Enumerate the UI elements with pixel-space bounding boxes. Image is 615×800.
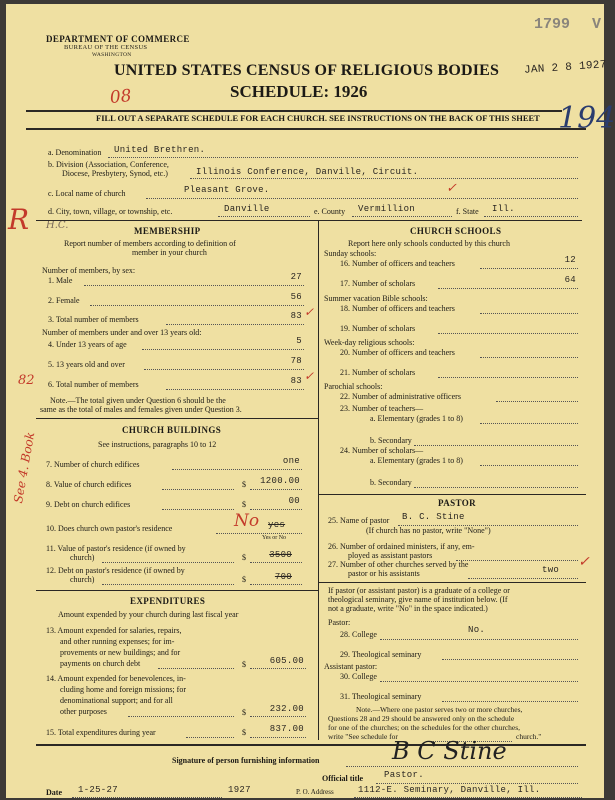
q12-label-1: 12. Debt on pastor's residence (if owned by xyxy=(46,566,185,575)
q11-value: 3500 xyxy=(269,550,292,560)
q2-value: 56 xyxy=(290,292,302,302)
q18-label: 18. Number of officers and teachers xyxy=(340,304,455,313)
denomination-value: United Brethren. xyxy=(114,145,206,155)
margin-hc-mark: H.C. xyxy=(46,220,69,231)
q5-label: 5. 13 years old and over xyxy=(48,360,125,369)
q29-label: 29. Theological seminary xyxy=(340,650,422,659)
red-check-mark: ✓ xyxy=(446,181,457,196)
q13-value: 605.00 xyxy=(269,656,304,666)
q17-value: 64 xyxy=(564,275,576,285)
membership-note-2: same as the total of males and females given under Question 3. xyxy=(40,405,242,414)
pastor-note-4: write "See schedule for xyxy=(328,732,398,741)
q25-note: (If church has no pastor, write "None") xyxy=(366,526,491,535)
q15-dollar: $ xyxy=(242,728,246,737)
q10-yes-no-hint: Yes or No xyxy=(262,535,287,541)
date-value: 1-25-27 xyxy=(78,785,118,795)
schools-heading: CHURCH SCHOOLS xyxy=(410,226,502,236)
po-address-value: 1112-E. Seminary, Danville, Ill. xyxy=(358,785,541,795)
q27-label-1: 27. Number of other churches served by the xyxy=(328,560,469,569)
bureau-label: BUREAU OF THE CENSUS xyxy=(64,44,148,51)
q25-value: B. C. Stine xyxy=(402,512,465,522)
q1-value: 27 xyxy=(290,272,302,282)
q14-label-line: denominational support; and for all xyxy=(60,696,173,705)
city-town-value: Danville xyxy=(224,204,270,214)
q12-dollar: $ xyxy=(242,575,246,584)
handwritten-08: 08 xyxy=(108,85,133,109)
q26-label-1: 26. Number of ordained ministers, if any, em- xyxy=(328,542,475,551)
q3-value: 83 xyxy=(290,311,302,321)
pastor-note-5: church." xyxy=(516,732,542,741)
q31-label: 31. Theological seminary xyxy=(340,692,422,701)
main-title: UNITED STATES CENSUS OF RELIGIOUS BODIES xyxy=(114,62,500,79)
division-label-1: b. Division (Association, Conference, xyxy=(48,160,169,169)
state-label: f. State xyxy=(456,207,479,216)
po-address-label: P. O. Address xyxy=(296,788,334,796)
q23-label: 23. Number of teachers— xyxy=(340,404,424,413)
q25-label: 25. Name of pastor xyxy=(328,516,390,525)
graduate-note-3: not a graduate, write "No" in the space indicated.) xyxy=(328,604,488,613)
denomination-label: a. Denomination xyxy=(48,148,102,157)
q21-label: 21. Number of scholars xyxy=(340,368,416,377)
q23a-label: a. Elementary (grades 1 to 8) xyxy=(370,414,463,423)
city-town-label: d. City, town, village, or township, etc. xyxy=(48,207,173,216)
q12-label-2: church) xyxy=(70,575,95,584)
q14-label-line: 14. Amount expended for benevolences, in- xyxy=(46,674,186,683)
buildings-sub: See instructions, paragraphs 10 to 12 xyxy=(98,440,217,449)
age-intro-label: Number of members under and over 13 years old: xyxy=(42,328,202,337)
q8-label: 8. Value of church edifices xyxy=(46,480,132,489)
q1-label: 1. Male xyxy=(48,276,73,285)
date-received-stamp: JAN 2 8 1927 xyxy=(523,59,608,77)
q6-value: 83 xyxy=(290,376,302,386)
expenditures-sub: Amount expended by your church during last fiscal year xyxy=(58,610,239,619)
q27-label-2: pastor or his assistants xyxy=(348,569,420,578)
q27-value: two xyxy=(542,565,560,575)
q3-label: 3. Total number of members xyxy=(48,315,139,324)
expenditures-heading: EXPENDITURES xyxy=(130,596,206,606)
schedule-title: SCHEDULE: 1926 xyxy=(230,82,368,101)
q14-dollar: $ xyxy=(242,708,246,717)
q5-value: 78 xyxy=(290,356,302,366)
buildings-heading: CHURCH BUILDINGS xyxy=(122,425,222,435)
q24b-label: b. Secondary xyxy=(370,478,412,487)
q28-label: 28. College xyxy=(340,630,377,639)
q28-value: No. xyxy=(468,625,486,635)
q17-label: 17. Number of scholars xyxy=(340,279,416,288)
q8-value: 1200.00 xyxy=(260,476,300,486)
membership-heading: MEMBERSHIP xyxy=(134,226,201,236)
q13-label-line: provements or new buildings; and for xyxy=(60,648,181,657)
q14-value: 232.00 xyxy=(269,704,304,714)
parochial-label: Parochial schools: xyxy=(324,382,383,391)
q16-label: 16. Number of officers and teachers xyxy=(340,259,455,268)
corner-stamp-letter: V xyxy=(592,16,602,33)
q27-check: ✓ xyxy=(578,554,590,570)
city-label: WASHINGTON xyxy=(92,52,132,58)
sunday-label: Sunday schools: xyxy=(324,249,377,258)
graduate-note-2: theological seminary, give name of institution below. (If xyxy=(328,595,508,604)
membership-note-1: Note.—The total given under Question 6 should be the xyxy=(50,396,226,405)
signature-value: B C Stine xyxy=(392,737,507,765)
division-value: Illinois Conference, Danville, Circuit. xyxy=(196,167,419,177)
membership-sub-1: Report number of members according to definition of xyxy=(64,239,236,248)
q9-value: 00 xyxy=(288,496,300,506)
q13-label-line: 13. Amount expended for salaries, repairs, xyxy=(46,626,182,635)
pastor-note-2: Questions 28 and 29 should be answered only on the schedule xyxy=(328,714,515,723)
q11-dollar: $ xyxy=(242,553,246,562)
margin-note-see-book: See 4. Book xyxy=(11,430,38,505)
q11-label-2: church) xyxy=(70,553,95,562)
margin-82: 82 xyxy=(18,373,35,388)
q13-label-line: and other running expenses; for im- xyxy=(60,637,175,646)
q6-label: 6. Total number of members xyxy=(48,380,139,389)
q10-value: yes xyxy=(268,520,286,530)
q3-check: ✓ xyxy=(304,305,315,319)
graduate-note-1: If pastor (or assistant pastor) is a graduate of a college or xyxy=(328,586,510,595)
q13-label-line: payments on church debt xyxy=(60,659,141,668)
pastor-note-1: Note.—Where one pastor serves two or more churches, xyxy=(356,705,523,714)
q16-value: 12 xyxy=(564,255,576,265)
q4-value: 5 xyxy=(296,336,302,346)
q9-label: 9. Debt on church edifices xyxy=(46,500,131,509)
margin-r-mark: R xyxy=(8,203,30,236)
division-label-2: Diocese, Presbytery, Synod, etc.) xyxy=(62,169,168,178)
q9-dollar: $ xyxy=(242,500,246,509)
pastor-heading: PASTOR xyxy=(438,498,477,508)
q13-dollar: $ xyxy=(242,660,246,669)
weekday-label: Week-day religious schools: xyxy=(324,338,415,347)
q4-label: 4. Under 13 years of age xyxy=(48,340,127,349)
corner-stamp-number: 1799 xyxy=(534,16,571,33)
pastor-sublabel: Pastor: xyxy=(328,618,351,627)
q14-label-line: other purposes xyxy=(60,707,107,716)
q7-value: one xyxy=(282,456,300,466)
summer-label: Summer vacation Bible schools: xyxy=(324,294,428,303)
local-name-value: Pleasant Grove. xyxy=(184,185,270,195)
q24a-label: a. Elementary (grades 1 to 8) xyxy=(370,456,463,465)
q15-value: 837.00 xyxy=(269,724,304,734)
pastor-note-3: for one of the churches; on the schedules for the other churches, xyxy=(328,723,521,732)
department-label: DEPARTMENT OF COMMERCE xyxy=(46,34,190,44)
schools-sub: Report here only schools conducted by this church xyxy=(348,239,510,248)
q7-label: 7. Number of church edifices xyxy=(46,460,140,469)
q23b-label: b. Secondary xyxy=(370,436,412,445)
state-value: Ill. xyxy=(492,204,515,214)
q19-label: 19. Number of scholars xyxy=(340,324,416,333)
q8-dollar: $ xyxy=(242,480,246,489)
q2-label: 2. Female xyxy=(48,296,80,305)
signature-label: Signature of person furnishing information xyxy=(172,756,320,765)
date-year: 1927 xyxy=(228,785,251,795)
q24-label: 24. Number of scholars— xyxy=(340,446,424,455)
q30-label: 30. College xyxy=(340,672,377,681)
q10-handwritten: No xyxy=(234,511,260,531)
q11-label-1: 11. Value of pastor's residence (if owned by xyxy=(46,544,186,553)
county-label: e. County xyxy=(314,207,346,216)
official-title-label: Official title xyxy=(322,774,364,783)
by-sex-label: Number of members, by sex: xyxy=(42,266,136,275)
q15-label: 15. Total expenditures during year xyxy=(46,728,156,737)
instruction-line: FILL OUT A SEPARATE SCHEDULE FOR EACH CHURCH. SEE INSTRUCTIONS ON THE BACK OF THIS SHEET xyxy=(96,113,540,123)
membership-sub-2: member in your church xyxy=(132,248,207,257)
county-value: Vermillion xyxy=(358,204,416,214)
date-label: Date xyxy=(46,788,62,797)
official-title-value: Pastor. xyxy=(384,770,424,780)
q26-label-2: ployed as assistant pastors xyxy=(348,551,433,560)
q20-label: 20. Number of officers and teachers xyxy=(340,348,455,357)
assistant-sublabel: Assistant pastor: xyxy=(324,662,378,671)
q14-label-line: cluding home and foreign missions; for xyxy=(60,685,186,694)
q10-label: 10. Does church own pastor's residence xyxy=(46,524,173,533)
handwritten-194: 194 xyxy=(558,101,615,136)
q22-label: 22. Number of administrative officers xyxy=(340,392,461,401)
q6-check: ✓ xyxy=(304,369,315,383)
local-name-label: c. Local name of church xyxy=(48,189,126,198)
q12-value: 700 xyxy=(274,572,292,582)
census-schedule-sheet xyxy=(6,4,615,798)
